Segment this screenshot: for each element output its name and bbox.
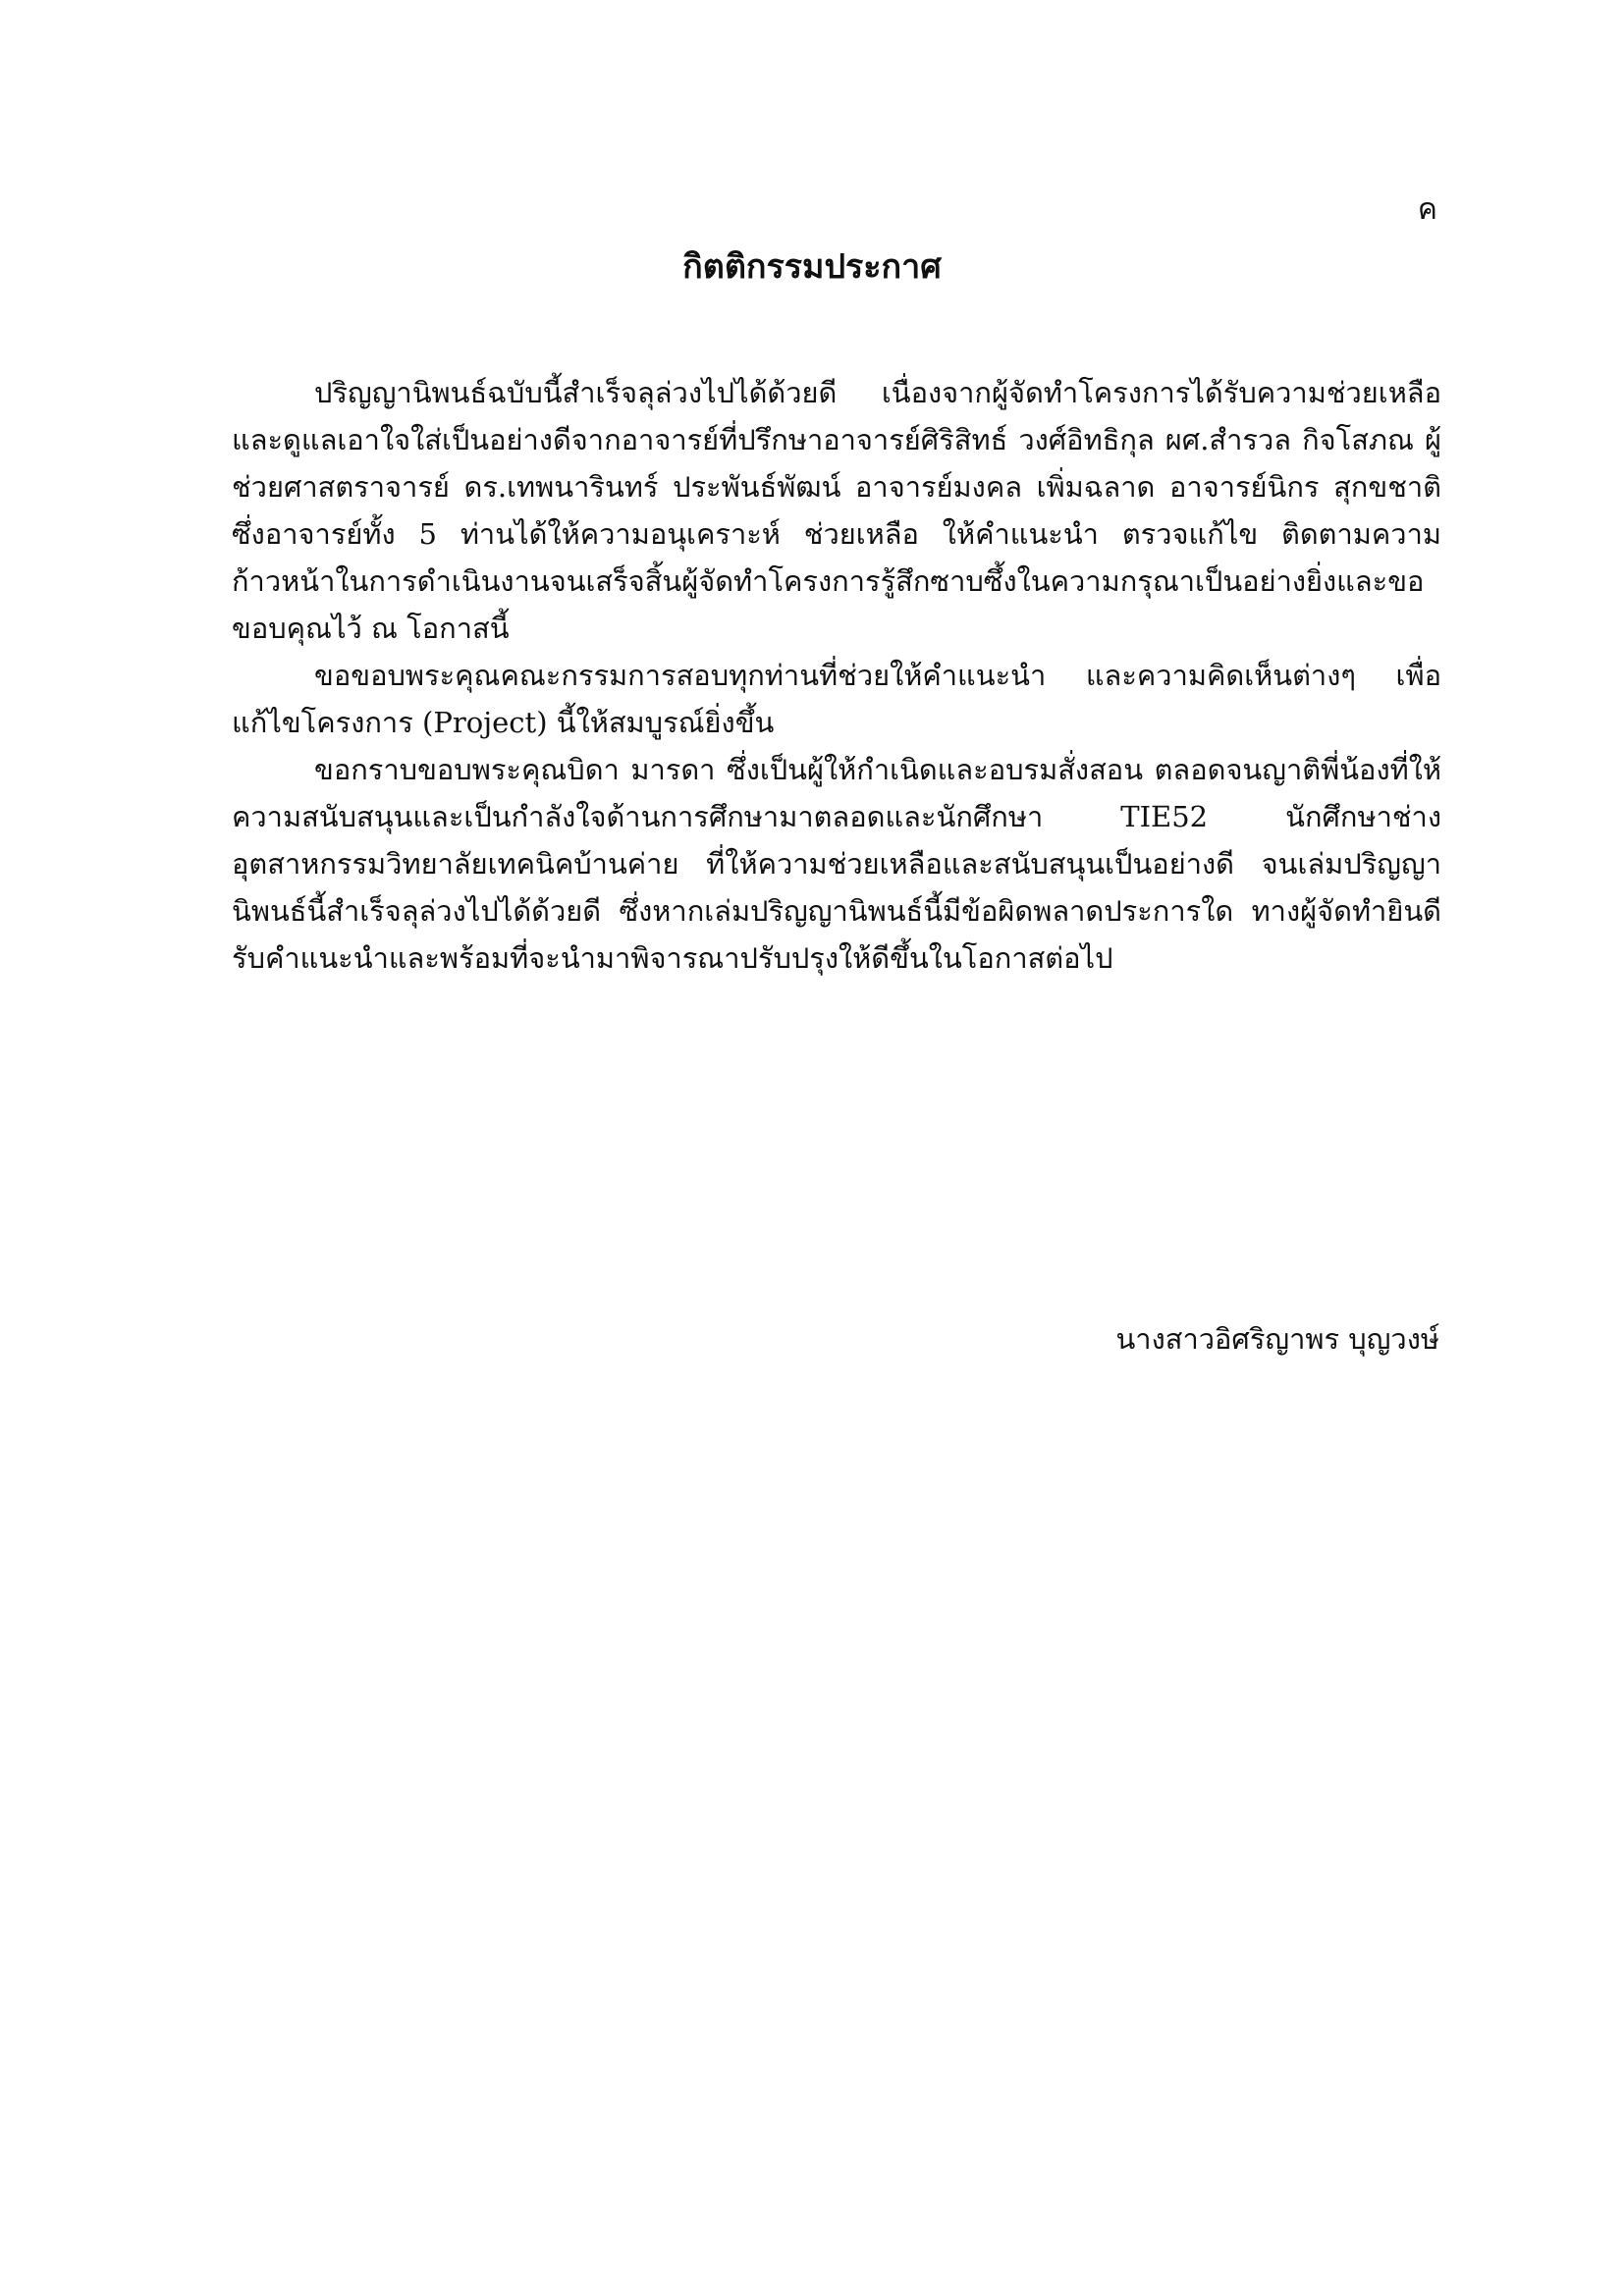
author-signature: นางสาวอิศริญาพร บุญวงษ์ [1115,1322,1439,1356]
acknowledgement-body [232,369,1441,982]
page-title: กิตติกรรมประกาศ [682,247,942,287]
page-number: ค [1417,192,1437,227]
paragraph-committee: ขอขอบพระคุณคณะกรรมการสอบทุกท่านที่ช่วยให้คำแนะนำ และความคิดเห็นต่างๆ เพื่อแก้ไขโครงการ (Project) นี้ให้สมบูรณ์ยิ่งขึ้น [232,659,1441,739]
paragraph-family: ขอกราบขอบพระคุณบิดา มารดา ซึ่งเป็นผู้ให้กำเนิดและอบรมสั่งสอน ตลอดจนญาติพี่น้องที่ให้ความสนับสนุนและเป็นกำลังใจด้านการศึกษามาตลอดและนักศึกษา TIE52 นักศึกษาช่างอุตสาหกรรมวิทยาลัยเทคนิคบ้านค่าย ที่ให้ความช่วยเหลือและสนับสนุนเป็นอย่างดี จนเล่มปริญญานิพนธ์นี้สำเร็จลุล่วงไปได้ด้วยดี ซึ่งหากเล่มปริญญานิพนธ์นี้มีข้อผิดพลาดประการใด ทางผู้จัดทำยินดีรับคำแนะนำและพร้อมที่จะนำมาพิจารณาปรับปรุงให้ดีขึ้นในโอกาสต่อไป [232,753,1441,975]
paragraph-advisors: ปริญญานิพนธ์ฉบับนี้สำเร็จลุล่วงไปได้ด้วยดี เนื่องจากผู้จัดทำโครงการได้รับความช่วยเหลือ และดูแลเอาใจใส่เป็นอย่างดีจากอาจารย์ที่ปรึกษาอาจารย์ศิริสิทธ์ วงศ์อิทธิกุล ผศ.สำรวล กิจโสภณ ผู้ช่วยศาสตราจารย์ ดร.เทพนารินทร์ ประพันธ์พัฒน์ อาจารย์มงคล เพิ่มฉลาด อาจารย์นิกร สุกขชาติ ซึ่งอาจารย์ทั้ง 5 ท่านได้ให้ความอนุเคราะห์ ช่วยเหลือ ให้คำแนะนำ ตรวจแก้ไข ติดตามความก้าวหน้าในการดำเนินงานจนเสร็จสิ้นผู้จัดทำโครงการรู้สึกซาบซึ้งในความกรุณาเป็นอย่างยิ่งและขอขอบคุณไว้ ณ โอกาสนี้ [232,376,1441,645]
